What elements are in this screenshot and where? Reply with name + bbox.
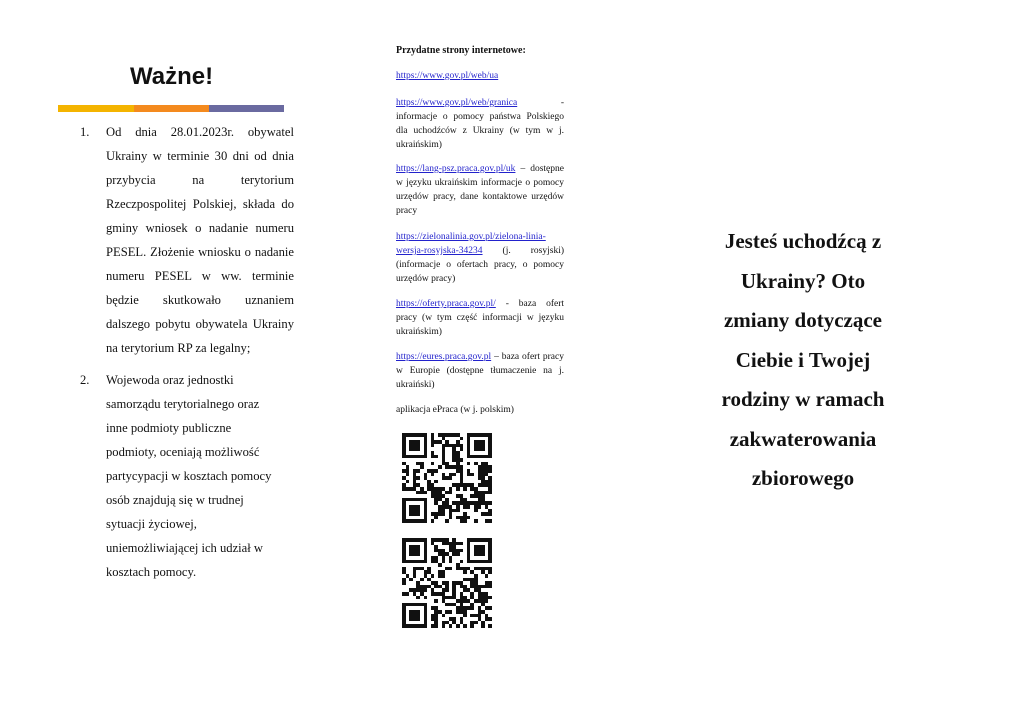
- divider-segment-purple: [209, 105, 284, 112]
- cover-title: [690, 222, 916, 499]
- left-panel: [0, 0, 330, 724]
- list-item: [80, 120, 294, 360]
- cover-title-line: Ciebie i Twojej: [735, 347, 871, 372]
- link-description: – dostępne w języku ukraińskim informacje o pomocy urzędów pracy, dane kontaktowe urzędów pracy: [396, 164, 564, 216]
- cost-info-line: sytuacji życiowej,: [106, 517, 197, 531]
- cost-info-line: osób znajdują się w trudnej: [106, 493, 244, 507]
- link-description: (j. rosyjski) (informacje o ofertach pracy, o pomocy urzędów pracy): [396, 246, 564, 284]
- divider-segment-yellow: [58, 105, 134, 112]
- cost-info-line: uniemożliwiającej ich udział w: [106, 541, 264, 555]
- divider-segment-orange: [134, 105, 209, 112]
- pesel-info-text: Od dnia 28.01.2023r. obywatel Ukrainy w terminie 30 dni od dnia przybycia na terytorium Rzeczpospolitej Polskiej, składa do gminy wniosek o nadanie numeru PESEL. Złożenie wniosku o nadanie numeru PESEL w ww. terminie będzie skutkowało uznaniem dalszego pobytu obywatela Ukrainy na terytorium RP za legalny;: [106, 125, 294, 355]
- cost-info-line: partycypacji w kosztach pomocy: [106, 469, 272, 483]
- important-points-list: [80, 120, 294, 584]
- cover-title-line: zakwaterowania: [729, 426, 877, 451]
- link-item: [396, 350, 564, 392]
- important-heading: Ważne!: [130, 63, 214, 90]
- cost-info-line: inne podmioty publiczne: [106, 421, 232, 435]
- cover-title-line: rodziny w ramach: [721, 387, 885, 411]
- list-item: [80, 368, 294, 584]
- useful-websites-title: Przydatne strony internetowe:: [396, 45, 526, 56]
- cost-info-line: podmioty, oceniają możliwość: [106, 445, 260, 459]
- list-number: 1.: [80, 125, 90, 139]
- cover-title-line: Jesteś uchodźcą z: [724, 229, 882, 253]
- link-item: [396, 69, 564, 83]
- link-oferty-pracy[interactable]: https://oferty.praca.gov.pl/: [396, 299, 496, 309]
- link-eures[interactable]: https://eures.praca.gov.pl: [396, 352, 492, 362]
- link-lang-psz[interactable]: https://lang-psz.praca.gov.pl/uk: [396, 164, 516, 174]
- list-number: 2.: [80, 373, 90, 387]
- cover-title-line: zbiorowego: [751, 466, 855, 490]
- link-item: [396, 297, 564, 339]
- cost-info-line: Wojewoda oraz jednostki: [106, 373, 234, 387]
- cost-info-line: kosztach pomocy.: [106, 565, 197, 579]
- link-description: - informacje o pomocy państwa Polskiego dla uchodźców z Ukrainy (w tym w j. ukraińskim): [396, 98, 564, 150]
- link-description: – baza ofert pracy w Europie (dostępne tłumaczenie na j. ukraiński): [396, 352, 564, 390]
- link-zielona-linia[interactable]: https://zielonalinia.gov.pl/zielona-linia-wersja-rosyjska-34234: [396, 232, 546, 256]
- color-divider: [58, 105, 284, 112]
- qr-code-icon[interactable]: [402, 433, 492, 523]
- cover-title-line: zmiany dotyczące: [723, 308, 883, 332]
- cost-info-line: samorządu terytorialnego oraz: [106, 397, 260, 411]
- link-item: [396, 162, 564, 218]
- qr-code-icon[interactable]: [402, 538, 492, 628]
- link-description: - baza ofert pracy (w tym część informacji w języku ukraińskim): [396, 299, 564, 337]
- link-item: [396, 96, 564, 152]
- link-gov-granica[interactable]: https://www.gov.pl/web/granica: [396, 98, 518, 108]
- epraca-app-label: aplikacja ePraca (w j. polskim): [396, 405, 514, 415]
- link-item: [396, 230, 564, 286]
- cover-title-line: Ukrainy? Oto: [740, 268, 866, 293]
- link-gov-ua[interactable]: https://www.gov.pl/web/ua: [396, 71, 499, 81]
